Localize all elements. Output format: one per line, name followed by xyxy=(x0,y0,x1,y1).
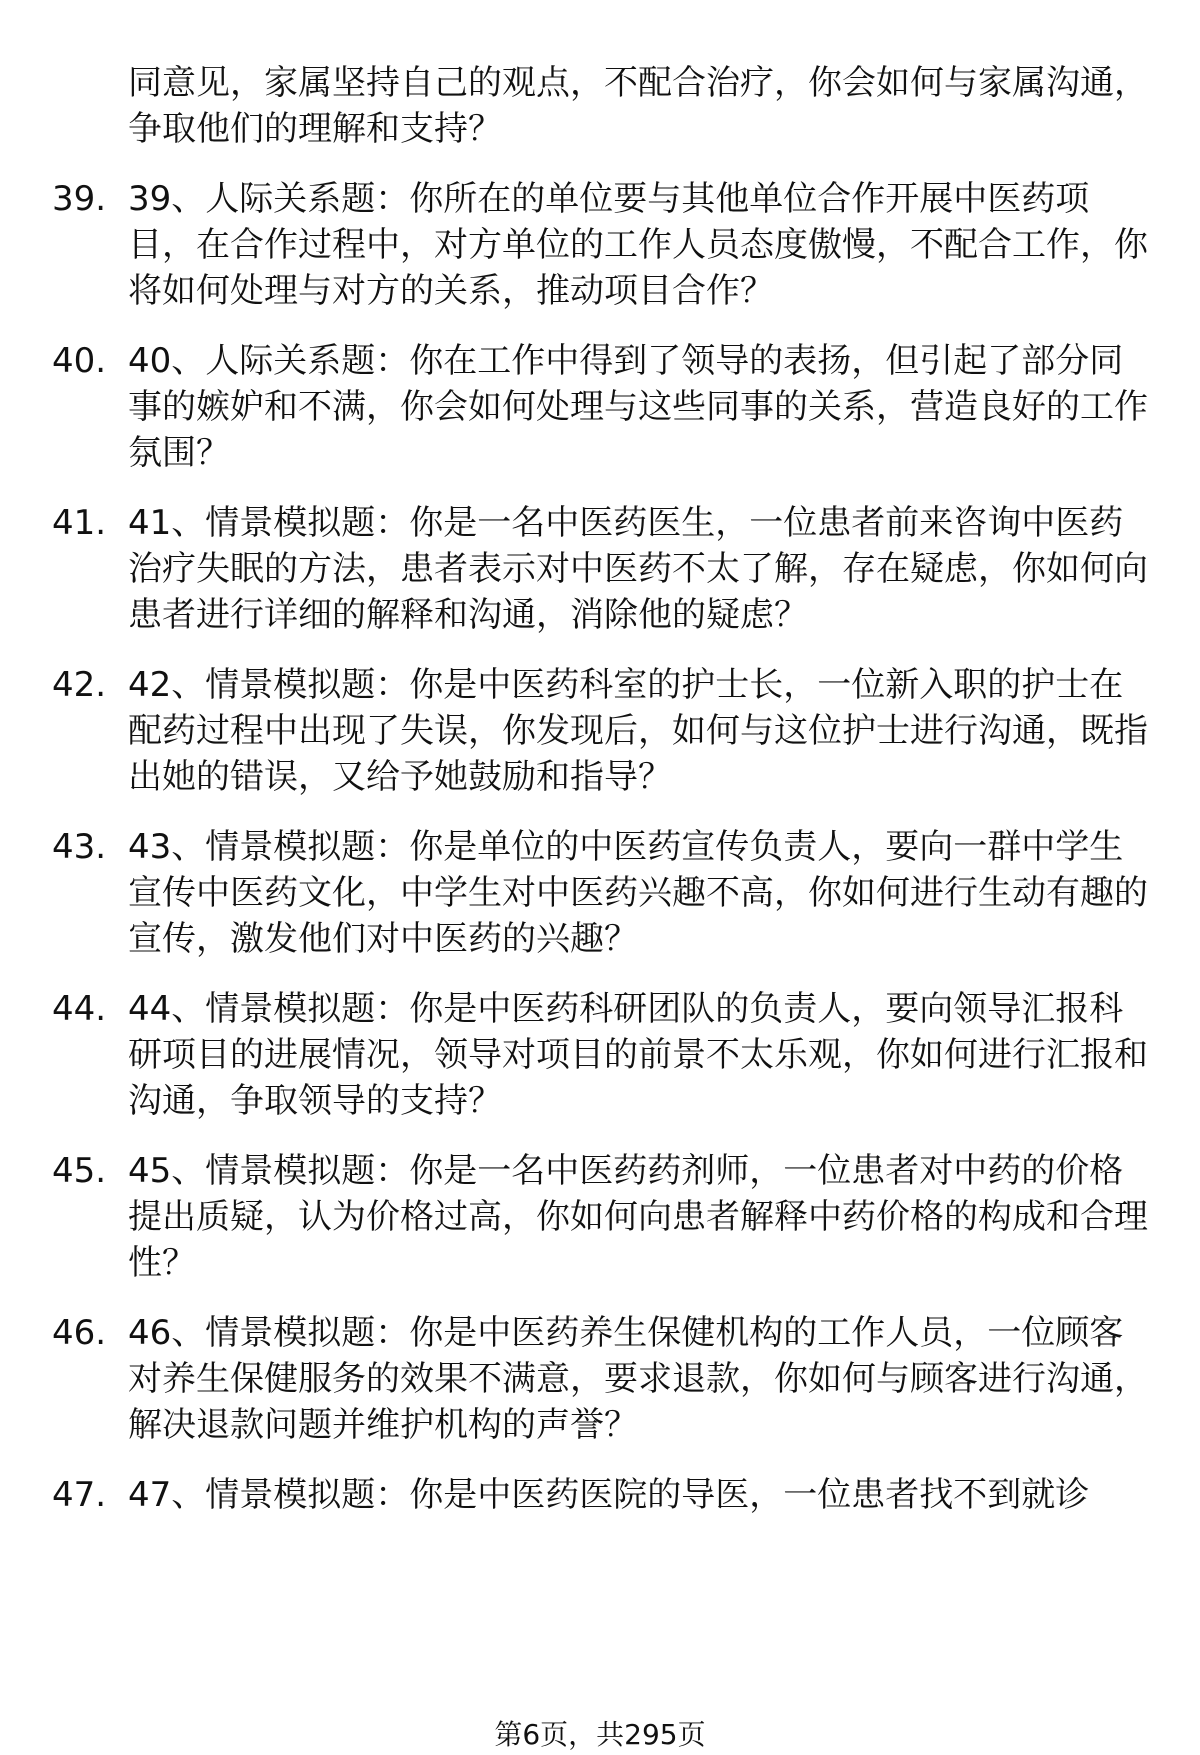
continued-paragraph: 同意见，家属坚持自己的观点，不配合治疗，你会如何与家属沟通，争取他们的理解和支持？ xyxy=(128,63,1148,149)
page-footer: 第6页，共295页 xyxy=(494,1718,706,1751)
question-number: 44. xyxy=(52,989,107,1029)
question-text: 47、情景模拟题：你是中医药医院的导医，一位患者找不到就诊 xyxy=(128,1475,1090,1515)
question-number: 47. xyxy=(52,1475,107,1515)
question-number: 41. xyxy=(52,503,107,543)
question-number: 46. xyxy=(52,1313,107,1353)
question-text: 43、情景模拟题：你是单位的中医药宣传负责人，要向一群中学生宣传中医药文化，中学生对中医药兴趣不高，你如何进行生动有趣的宣传，激发他们对中医药的兴趣？ xyxy=(128,827,1148,959)
question-text: 41、情景模拟题：你是一名中医药医生，一位患者前来咨询中医药治疗失眠的方法，患者表示对中医药不太了解，存在疑虑，你如何向患者进行详细的解释和沟通，消除他的疑虑？ xyxy=(128,503,1148,635)
question-text: 46、情景模拟题：你是中医药养生保健机构的工作人员，一位顾客对养生保健服务的效果不满意，要求退款，你如何与顾客进行沟通，解决退款问题并维护机构的声誉？ xyxy=(128,1313,1148,1445)
question-text: 40、人际关系题：你在工作中得到了领导的表扬，但引起了部分同事的嫉妒和不满，你会如何处理与这些同事的关系，营造良好的工作氛围？ xyxy=(128,341,1148,473)
question-text: 39、人际关系题：你所在的单位要与其他单位合作开展中医药项目，在合作过程中，对方单位的工作人员态度傲慢，不配合工作，你将如何处理与对方的关系，推动项目合作？ xyxy=(128,179,1148,311)
question-text: 42、情景模拟题：你是中医药科室的护士长，一位新入职的护士在配药过程中出现了失误，你发现后，如何与这位护士进行沟通，既指出她的错误，又给予她鼓励和指导？ xyxy=(128,665,1148,797)
question-number: 40. xyxy=(52,341,107,381)
question-text: 44、情景模拟题：你是中医药科研团队的负责人，要向领导汇报科研项目的进展情况，领导对项目的前景不太乐观，你如何进行汇报和沟通，争取领导的支持？ xyxy=(128,989,1148,1121)
question-number: 42. xyxy=(52,665,107,705)
question-number: 39. xyxy=(52,179,107,219)
question-number: 43. xyxy=(52,827,107,867)
question-text: 45、情景模拟题：你是一名中医药药剂师，一位患者对中药的价格提出质疑，认为价格过高，你如何向患者解释中药价格的构成和合理性？ xyxy=(128,1151,1148,1283)
question-number: 45. xyxy=(52,1151,107,1191)
